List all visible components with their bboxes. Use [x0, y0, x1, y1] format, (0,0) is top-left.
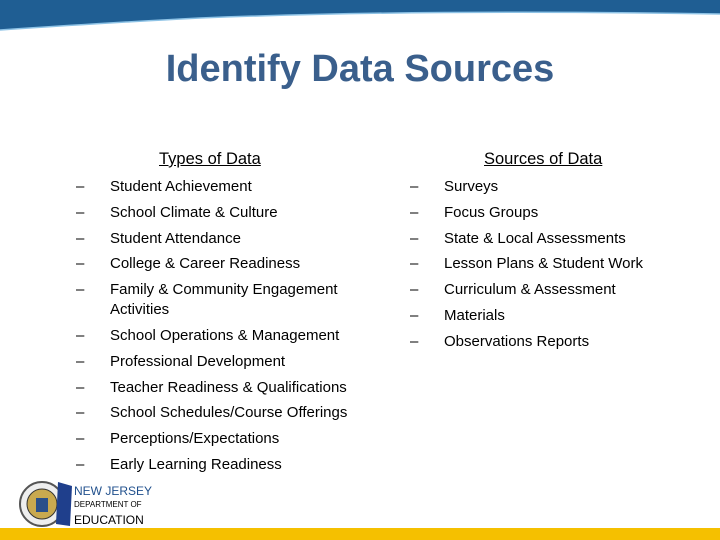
- list-item: [76, 326, 376, 346]
- bullet-dash: –: [76, 281, 85, 299]
- list-item-text: Perceptions/Expectations: [110, 430, 280, 448]
- sources-of-data-column: [410, 150, 710, 358]
- footer-bar: [0, 528, 720, 540]
- list-item-text: Focus Groups: [444, 203, 539, 221]
- list-item-text: Professional Development: [110, 352, 286, 370]
- logo-line2: DEPARTMENT OF: [74, 500, 142, 509]
- list-item-text: Surveys: [444, 178, 499, 195]
- bullet-dash: –: [76, 203, 85, 221]
- bullet-dash: –: [410, 332, 419, 350]
- bullet-dash: –: [410, 178, 419, 195]
- bullet-dash: –: [76, 326, 85, 344]
- bullet-dash: –: [410, 306, 419, 324]
- list-item-text: School Climate & Culture: [110, 203, 278, 221]
- bullet-dash: –: [76, 178, 85, 195]
- list-item-text: Curriculum & Assessment: [444, 281, 616, 299]
- list-item-text: State & Local Assessments: [444, 229, 626, 247]
- types-of-data-column: [76, 150, 376, 481]
- list-item: [76, 229, 376, 249]
- types-list: [76, 177, 376, 475]
- bullet-dash: –: [410, 255, 419, 273]
- list-item: [410, 254, 710, 274]
- bullet-dash: –: [410, 281, 419, 299]
- slide-title: Identify Data Sources: [165, 48, 555, 90]
- sources-heading: Sources of Data: [484, 150, 603, 168]
- bullet-dash: –: [76, 378, 85, 396]
- types-heading: Types of Data: [159, 150, 261, 168]
- list-item: [76, 352, 376, 372]
- list-item: [410, 229, 710, 249]
- list-item: [410, 177, 710, 197]
- list-item: [410, 306, 710, 326]
- bullet-dash: –: [76, 404, 85, 422]
- list-item-text: Observations Reports: [444, 332, 590, 350]
- list-item-text: Early Learning Readiness: [110, 455, 282, 473]
- bullet-dash: –: [410, 203, 419, 221]
- list-item: [76, 203, 376, 223]
- list-item-text: School Operations & Management: [110, 326, 340, 344]
- logo-line3: EDUCATION: [74, 513, 144, 527]
- list-item: [410, 203, 710, 223]
- bullet-dash: –: [76, 255, 85, 273]
- list-item-text: College & Career Readiness: [110, 255, 301, 273]
- bullet-dash: –: [410, 229, 419, 247]
- list-item: [76, 254, 376, 274]
- list-item: [410, 332, 710, 352]
- list-item-text: Student Attendance: [110, 229, 241, 247]
- bullet-dash: –: [76, 352, 85, 370]
- list-item: [76, 280, 376, 320]
- list-item-text: School Schedules/Course Offerings: [110, 404, 348, 422]
- list-item-text: Lesson Plans & Student Work: [444, 255, 643, 273]
- list-item: [76, 378, 376, 398]
- list-item: [410, 280, 710, 300]
- list-item: [76, 177, 376, 197]
- njdoe-wordmark: [74, 484, 152, 527]
- njdoe-seal-logo: [18, 478, 74, 530]
- top-banner: [0, 0, 720, 40]
- list-item-text: Materials: [444, 306, 505, 324]
- bullet-dash: –: [76, 455, 85, 473]
- list-item-text: Family & Community Engagement Activities: [110, 281, 338, 319]
- list-item: [76, 455, 376, 475]
- sources-list: [410, 177, 710, 352]
- bullet-dash: –: [76, 430, 85, 448]
- list-item-text: Teacher Readiness & Qualifications: [110, 378, 347, 396]
- list-item: [76, 403, 376, 423]
- logo-line1: NEW JERSEY: [74, 484, 153, 498]
- list-item-text: Student Achievement: [110, 178, 252, 195]
- bullet-dash: –: [76, 229, 85, 247]
- list-item: [76, 429, 376, 449]
